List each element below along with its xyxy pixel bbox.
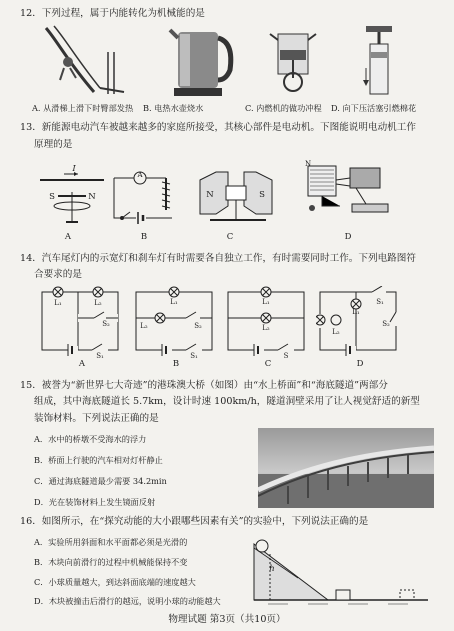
ammeter-label: A [137,171,143,179]
q12-option-c: C. 内燃机的做功冲程 [245,103,322,113]
q13-figure-a [38,166,108,226]
piston-tube-picture [360,24,400,100]
circuit-d-s1-label: S₁ [376,298,384,306]
q12-option-b: B. 电热水壶烧水 [143,103,204,113]
q12-stem: 12．下列过程，属于内能转化为机械能的是 [20,8,205,19]
q13-label-b: B [140,232,148,242]
circuit-c-l1-label: L₁ [262,298,270,306]
circuit-d-l2-label: L₂ [332,328,340,336]
q16-option-a: A．实验所用斜面和水平面都必须是光滑的 [34,537,188,547]
magnet-n-label: N [206,190,214,200]
magnet-s-label: S [259,190,265,200]
page-footer: 物理试题 第3页（共10页） [168,614,286,625]
q13-label-d: D [344,232,352,242]
q13-label-c: C [226,232,234,242]
q13-label-a: A [64,232,72,242]
q14-circuit-a [38,286,124,358]
circuit-b-s2-label: S₂ [194,322,202,330]
coil-n-label: N [304,160,312,168]
q14-label-c: C [264,359,272,369]
q13-figure-d [296,160,396,232]
q16-stem: 16．如图所示，在“探究动能的大小跟哪些因素有关”的实验中，下列说法正确的是 [20,516,369,527]
q13-figure-c [196,168,276,226]
current-label: I [72,164,76,174]
circuit-b-l2-label: L₂ [140,322,148,330]
q13-stem-line1: 13．新能源电动汽车被越来越多的家庭所接受，其核心部件是电动机。下图能说明电动机工作 [20,122,416,133]
bridge-photo [258,428,434,508]
circuit-c-l2-label: L₂ [262,324,270,332]
height-h-label: h [269,564,275,574]
circuit-c-s-label: S [283,352,289,360]
circuit-a-l2-label: L₂ [94,299,102,307]
q16-option-c: C．小球质量越大，到达斜面底端的速度越大 [34,577,196,587]
q13-figure-b [110,166,186,228]
q13-stem-line2: 原理的是 [34,139,73,150]
circuit-b-s1-label: S₁ [190,352,198,360]
circuit-b-l1-label: L₁ [170,298,178,306]
q14-label-d: D [356,359,364,369]
engine-picture [266,28,324,94]
circuit-d-s2-label: S₂ [382,320,390,328]
q15-option-b: B．桥面上行驶的汽车相对灯杆静止 [34,455,163,465]
circuit-d-l1-label: L₁ [352,308,360,316]
q15-line1: 15．被誉为“新世界七大奇迹”的港珠澳大桥（如图）由“水上桥面”和“海底隧道”两部分 [20,380,388,391]
circuit-a-l1-label: L₁ [54,299,62,307]
q15-option-c: C．通过海底隧道最少需要 34.2min [34,476,167,486]
slide-picture [38,22,130,100]
q14-stem-line2: 合要求的是 [34,269,82,280]
q15-line2: 组成，其中海底隧道长 5.7km，设计时速 100km/h，隧道洞壁采用了让人视觉舒适的新型 [34,396,420,407]
q14-label-b: B [172,359,180,369]
needle-n-label: N [88,192,96,202]
incline-experiment-figure [248,534,434,610]
q12-option-d: D. 向下压活塞引燃棉花 [331,103,417,113]
circuit-a-s2-label: S₂ [102,320,110,328]
q14-label-a: A [78,359,86,369]
circuit-a-s1-label: S₁ [96,352,104,360]
kettle-picture [168,20,238,100]
q15-option-a: A．水中的桥墩不受海水的浮力 [34,434,147,444]
q14-stem-line1: 14．汽车尾灯内的示宽灯和刹车灯有时需要各自独立工作，有时需要同时工作。下列电路图符 [20,253,416,264]
q14-circuit-d [316,286,402,358]
q14-circuit-b [132,286,218,358]
q16-option-b: B．木块向前滑行的过程中机械能保持不变 [34,557,188,567]
needle-s-label: S [49,192,55,202]
q14-circuit-c [224,286,310,358]
q15-line3: 装饰材料。下列说法正确的是 [34,413,159,424]
q12-option-a: A. 从滑梯上滑下时臀部发热 [32,103,134,113]
q15-option-d: D．光在装饰材料上发生镜面反射 [34,497,156,507]
q16-option-d: D．木块被撞击后滑行的越远，说明小球的动能越大 [34,596,221,606]
